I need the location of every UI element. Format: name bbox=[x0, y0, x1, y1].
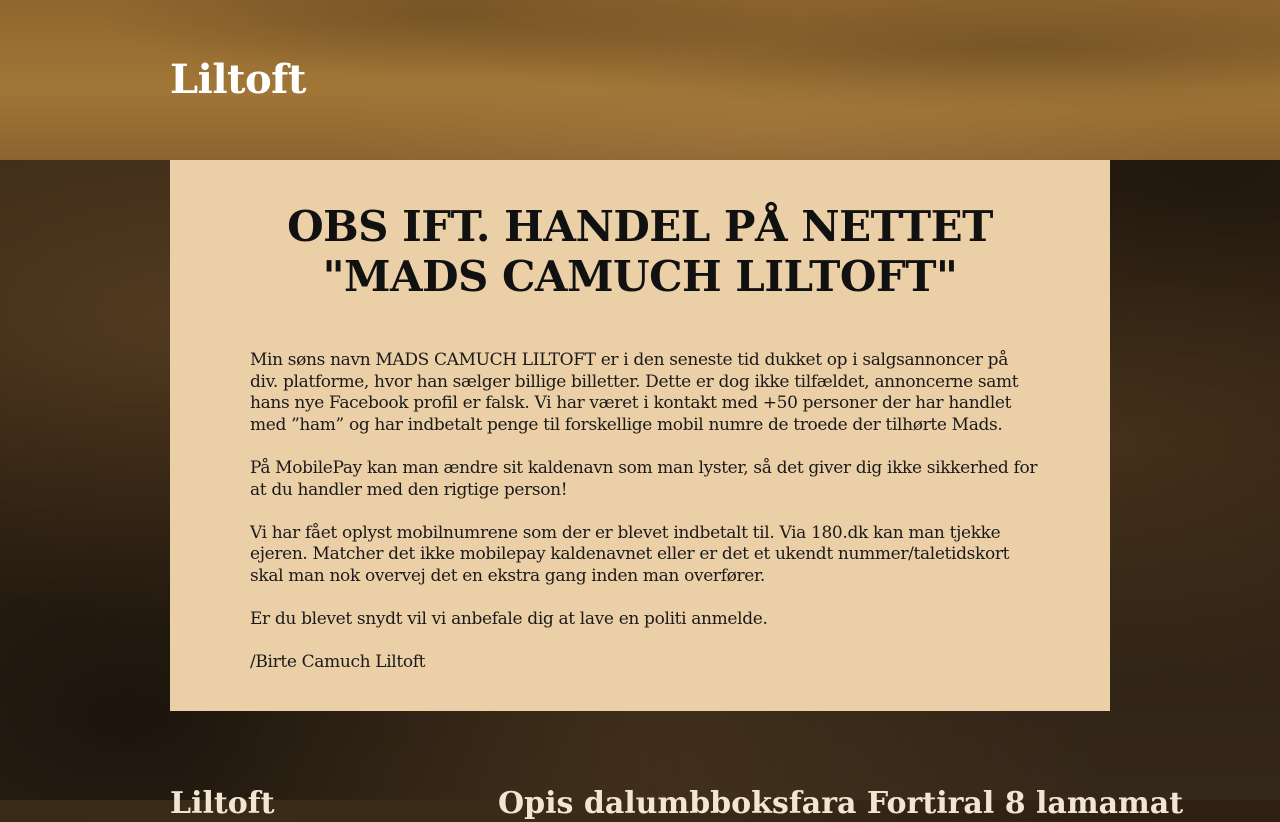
page-title-line-1: OBS IFT. HANDEL PÅ NETTET bbox=[287, 202, 993, 251]
site-header bbox=[0, 0, 1280, 160]
footer-heading-left: Liltoft bbox=[170, 786, 275, 821]
article-paragraph-2: På MobilePay kan man ændre sit kaldenavn som man lyster, så det giver dig ikke sikkerhed for at du handler med den rigtige person! bbox=[250, 457, 1038, 500]
article-signature: /Birte Camuch Liltoft bbox=[250, 652, 426, 673]
site-footer bbox=[0, 780, 1280, 821]
article-paragraph-3: Vi har fået oplyst mobilnumrene som der er blevet indbetalt til. Via 180.dk kan man tjekke ejeren. Matcher det ikke mobilepay kaldenavnet eller er det et ukendt nummer/taletidskort skal man nok overvej det en ekstra gang inden man overfører. bbox=[250, 522, 1010, 586]
page-title-line-2: "MADS CAMUCH LILTOFT" bbox=[322, 252, 958, 301]
site-title-link[interactable]: Liltoft bbox=[170, 56, 306, 103]
article-card bbox=[170, 160, 1110, 711]
article-body bbox=[250, 350, 1040, 696]
article-paragraph-1: Min søns navn MADS CAMUCH LILTOFT er i den seneste tid dukket op i salgsannoncer på div. platforme, hvor han sælger billige billetter. Dette er dog ikke tilfældet, annoncerne samt hans nye Facebook profil er falsk. Vi har været i kontakt med +50 personer der har handlet med ”ham” og har indbetalt penge til forskellige mobil numre de troede der tilhørte Mads. bbox=[250, 350, 1019, 435]
footer-heading-right: Opis dalumbboksfara Fortiral 8 lamamat bbox=[498, 786, 1184, 821]
article-paragraph-4: Er du blevet snydt vil vi anbefale dig at lave en politi anmelde. bbox=[250, 609, 768, 630]
page-title bbox=[170, 202, 1110, 302]
